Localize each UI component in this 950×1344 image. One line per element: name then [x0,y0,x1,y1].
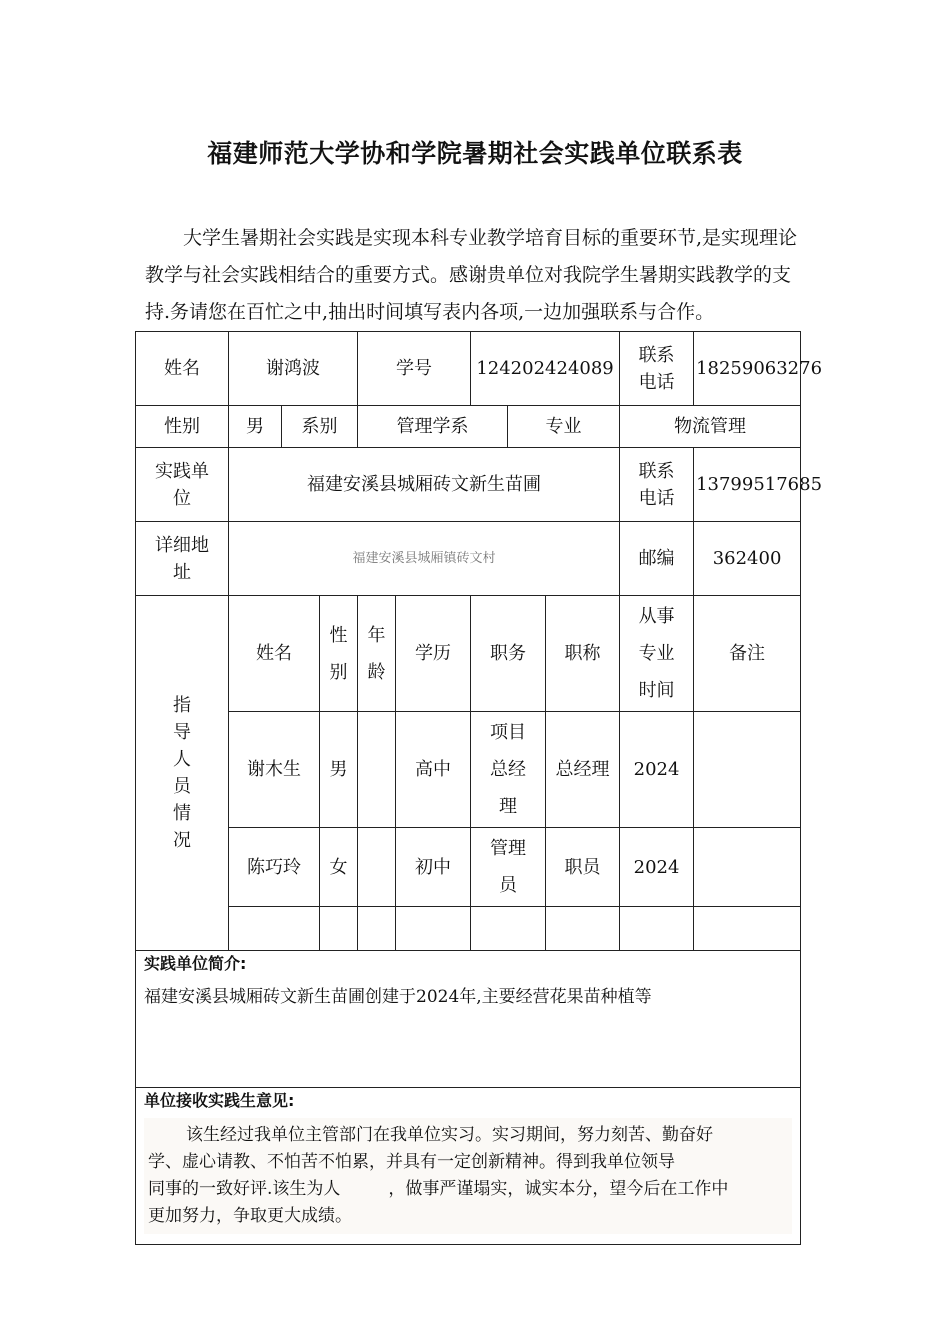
student-id: 124202424089 [471,332,620,406]
mentor-header-years-line: 时间 [638,680,675,701]
mentor-age [358,828,396,907]
mentor-years: 2024 [620,712,694,828]
mentor-position-line: 总经 [490,759,527,780]
mentor-empty-cell [358,907,396,951]
label-name: 姓名 [136,332,229,406]
opinion-line-end: ，做事严谨塌实，诚实本分，望今后在工作中 [388,1179,729,1199]
label-unit-phone [620,448,694,522]
label-student-id: 学号 [358,332,471,406]
mentor-side-char: 导 [173,722,191,743]
opinion-line: 学、虚心请教、不怕苦不怕累，并具有一定创新精神。得到我单位领导 [148,1152,675,1172]
mentor-header-years-line: 专业 [638,643,675,664]
intro-line: 持.务请您在百忙之中,抽出时间填写表内各项,一边加强联系与合作。 [145,301,715,323]
mentor-gender: 男 [320,712,358,828]
mentor-empty-cell [546,907,620,951]
label-phone-line: 联系 [638,344,675,366]
unit-opinion-section [136,1088,801,1245]
label-dept: 系别 [282,406,358,448]
label-phone [620,332,694,406]
mentor-empty-cell [471,907,546,951]
unit-profile-heading: 实践单位简介: [144,954,247,973]
mentor-row-empty [136,907,801,951]
mentor-name: 陈巧玲 [229,828,320,907]
label-gender: 性别 [136,406,229,448]
label-phone-line: 电话 [638,371,675,393]
mentor-position-line: 项目 [490,722,527,743]
page-title: 福建师范大学协和学院暑期社会实践单位联系表 [207,139,743,168]
unit-zip: 362400 [694,522,801,596]
intro-paragraph [145,220,810,331]
label-zip: 邮编 [620,522,694,596]
mentor-header-gender-line: 性 [329,624,348,646]
unit-opinion-heading: 单位接收实践生意见: [144,1091,295,1110]
mentor-note [694,712,801,828]
mentor-side-char: 人 [173,749,191,770]
mentor-row [136,712,801,828]
mentor-header-years [620,596,694,712]
mentor-position-line: 理 [499,796,518,817]
mentor-header-years-line: 从事 [638,606,675,627]
mentor-position [471,712,546,828]
mentor-header-position: 职务 [471,596,546,712]
mentor-edu: 高中 [396,712,471,828]
opinion-line: 该生经过我单位主管部门在我单位实习。实习期间，努力刻苦、勤奋好 [186,1125,713,1145]
unit-profile-section [136,951,801,1088]
student-major: 物流管理 [620,406,801,448]
unit-name: 福建安溪县城厢砖文新生苗圃 [229,448,620,522]
label-unit-phone-line: 电话 [638,487,675,509]
contact-form-table [135,331,823,1245]
mentor-position-line: 员 [499,875,518,896]
mentor-empty-cell [229,907,320,951]
label-address [136,522,229,596]
mentor-title: 职员 [546,828,620,907]
mentor-side-char: 情 [173,803,191,824]
opinion-line: 更加努力，争取更大成绩。 [148,1206,352,1226]
mentor-row [136,828,801,907]
mentor-header-note: 备注 [694,596,801,712]
unit-phone: 13799517685 [694,448,801,522]
mentor-header-title: 职称 [546,596,620,712]
mentor-side-char: 况 [173,830,191,851]
label-unit [136,448,229,522]
intro-line: 大学生暑期社会实践是实现本科专业教学培育目标的重要环节,是实现理论 [183,227,798,249]
mentor-empty-cell [396,907,471,951]
student-phone: 18259063276 [694,332,801,406]
label-unit-phone-line: 联系 [638,460,675,482]
mentor-header-name: 姓名 [229,596,320,712]
unit-profile-text: 福建安溪县城厢砖文新生苗圃创建于2024年,主要经营花果苗种植等 [144,987,652,1007]
mentor-header-age [358,596,396,712]
opinion-line-start: 同事的一致好评.该生为人 [148,1179,341,1199]
mentor-empty-cell [694,907,801,951]
mentor-gender: 女 [320,828,358,907]
mentor-position [471,828,546,907]
mentor-edu: 初中 [396,828,471,907]
label-unit-line: 位 [173,487,191,509]
label-address-line: 详细地 [155,534,209,556]
unit-opinion-text [144,1118,792,1234]
mentor-note [694,828,801,907]
label-unit-line: 实践单 [155,460,209,482]
mentor-empty-cell [320,907,358,951]
student-dept: 管理学系 [358,406,508,448]
mentor-header-age-line: 龄 [367,661,386,683]
mentor-header-edu: 学历 [396,596,471,712]
mentor-side-char: 指 [173,695,191,716]
mentor-header-gender-line: 别 [329,661,348,683]
student-name: 谢鸿波 [229,332,358,406]
mentor-empty-cell [620,907,694,951]
mentor-position-line: 管理 [490,838,527,859]
mentor-name: 谢木生 [229,712,320,828]
mentor-header-age-line: 年 [367,624,386,646]
opinion-line [148,1176,788,1203]
mentor-side-char: 员 [173,776,191,797]
mentor-years: 2024 [620,828,694,907]
label-major: 专业 [508,406,620,448]
unit-address: 福建安溪县城厢镇砖文村 [229,522,620,596]
mentor-age [358,712,396,828]
label-address-line: 址 [173,561,191,583]
mentor-side-label [136,596,229,951]
student-gender: 男 [229,406,282,448]
intro-line: 教学与社会实践相结合的重要方式。感谢贵单位对我院学生暑期实践教学的支 [145,264,792,286]
mentor-header-gender [320,596,358,712]
mentor-title: 总经理 [546,712,620,828]
